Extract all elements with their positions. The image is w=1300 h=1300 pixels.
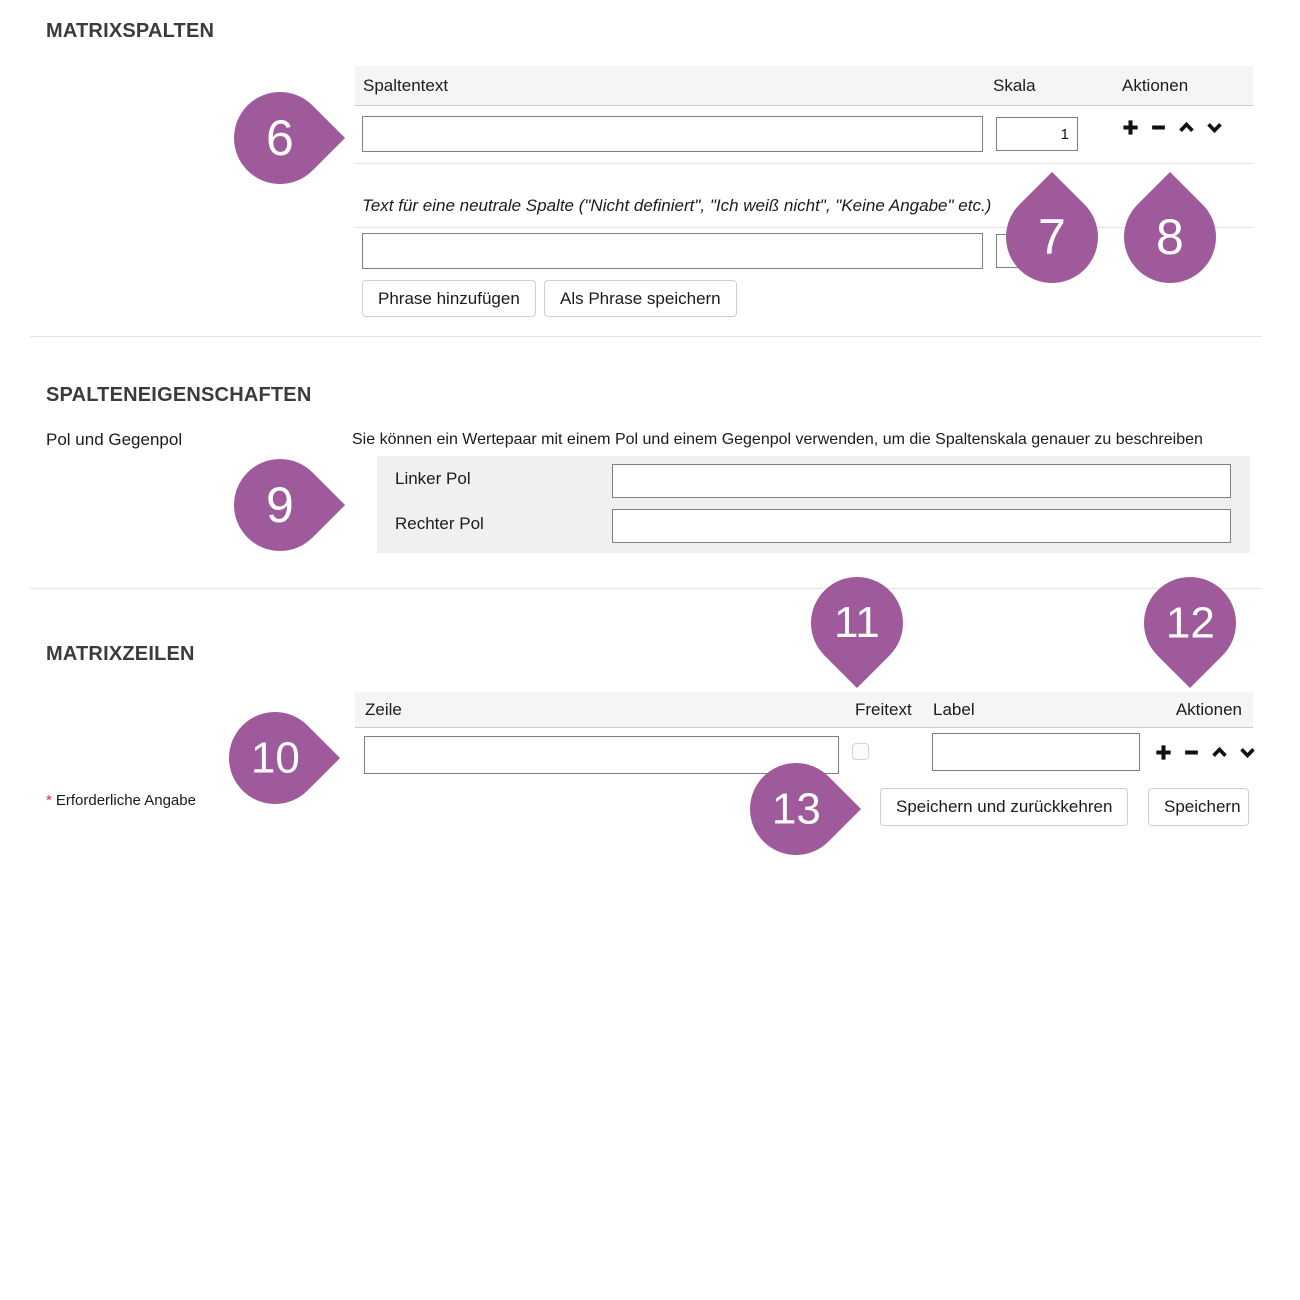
annotation-marker-6: 6 xyxy=(215,73,345,203)
pol-gegenpol-label: Pol und Gegenpol xyxy=(46,430,183,449)
minus-icon[interactable] xyxy=(1183,744,1200,761)
chevron-up-icon[interactable] xyxy=(1178,119,1195,136)
save-as-phrase-button[interactable]: Als Phrase speichern xyxy=(544,280,737,317)
matrixspalten-heading: MATRIXSPALTEN xyxy=(46,20,215,42)
freitext-checkbox[interactable] xyxy=(852,743,869,760)
matrixzeilen-table-header xyxy=(355,692,1253,728)
spalten-row-actions xyxy=(1122,119,1223,136)
pol-description: Sie können ein Wertepaar mit einem Pol und einem Gegenpol verwenden, um die Spaltenskala genauer zu beschreiben xyxy=(352,431,1203,448)
required-note xyxy=(46,792,196,809)
chevron-down-icon[interactable] xyxy=(1206,119,1223,136)
annotation-marker-13: 13 xyxy=(731,744,861,874)
add-phrase-button[interactable]: Phrase hinzufügen xyxy=(362,280,536,317)
pol-panel xyxy=(377,456,1250,553)
save-button[interactable]: Speichern xyxy=(1148,788,1249,826)
zeile-input[interactable] xyxy=(364,736,839,774)
column-header-skala: Skala xyxy=(993,76,1036,95)
matrixspalten-table xyxy=(355,66,1253,326)
column-header-freitext: Freitext xyxy=(855,700,912,719)
neutral-spaltentext-input[interactable] xyxy=(362,233,983,269)
column-header-label: Label xyxy=(933,700,975,719)
spaltentext-input[interactable] xyxy=(362,116,983,152)
plus-icon[interactable] xyxy=(1155,744,1172,761)
matrixzeilen-heading: MATRIXZEILEN xyxy=(46,643,195,665)
save-and-return-button[interactable]: Speichern und zurückkehren xyxy=(880,788,1128,826)
required-asterisk: * xyxy=(46,792,52,809)
plus-icon[interactable] xyxy=(1122,119,1139,136)
rechter-pol-label: Rechter Pol xyxy=(395,514,484,533)
chevron-up-icon[interactable] xyxy=(1211,744,1228,761)
label-input[interactable] xyxy=(932,733,1140,771)
annotation-marker-11: 11 xyxy=(792,558,922,688)
annotation-marker-7: 7 xyxy=(987,172,1117,302)
linker-pol-input[interactable] xyxy=(612,464,1231,498)
minus-icon[interactable] xyxy=(1150,119,1167,136)
matrixspalten-table-header xyxy=(355,66,1253,106)
section-divider xyxy=(30,336,1262,337)
linker-pol-label: Linker Pol xyxy=(395,469,471,488)
column-header-aktionen: Aktionen xyxy=(1122,76,1189,95)
chevron-down-icon[interactable] xyxy=(1239,744,1256,761)
neutral-column-hint: Text für eine neutrale Spalte ("Nicht definiert", "Ich weiß nicht", "Keine Angabe" etc.) xyxy=(362,196,992,215)
skala-input[interactable] xyxy=(996,117,1078,151)
annotation-marker-10: 10 xyxy=(210,693,340,823)
spalteneigenschaften-heading: SPALTENEIGENSCHAFTEN xyxy=(46,384,312,406)
annotation-marker-12: 12 xyxy=(1125,558,1255,688)
rechter-pol-input[interactable] xyxy=(612,509,1231,543)
zeilen-row-actions xyxy=(1155,744,1256,761)
column-header-zeile: Zeile xyxy=(365,700,402,719)
column-header-aktionen: Aktionen xyxy=(1175,700,1242,719)
column-header-spaltentext: Spaltentext xyxy=(363,76,449,95)
required-note-text: Erforderliche Angabe xyxy=(55,792,196,809)
annotation-marker-8: 8 xyxy=(1105,172,1235,302)
annotation-marker-9: 9 xyxy=(215,440,345,570)
section-divider xyxy=(30,588,1262,589)
